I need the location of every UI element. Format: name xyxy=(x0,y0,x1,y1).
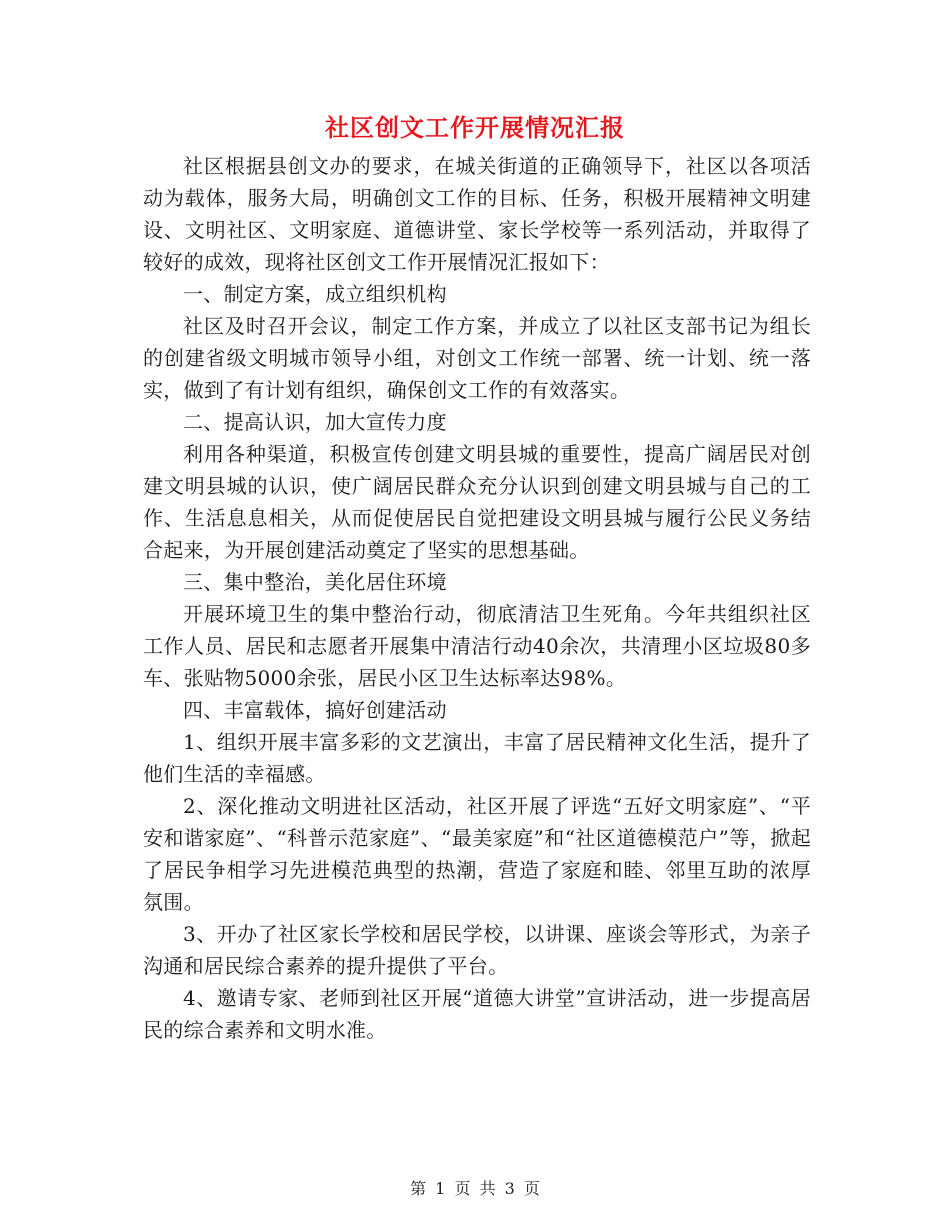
section-paragraph-3: 开展环境卫生的集中整治行动，彻底清洁卫生死角。今年共组织社区工作人员、居民和志愿者开展集中清洁行动40余次，共清理小区垃圾80多车、张贴物5000余张，居民小区卫生达标率达98%。 xyxy=(143,602,811,690)
intro-paragraph: 社区根据县创文办的要求，在城关街道的正确领导下，社区以各项活动为载体，服务大局，明确创文工作的目标、任务，积极开展精神文明建设、文明社区、文明家庭、道德讲堂、家长学校等一系列活动，并取得了较好的成效，现将社区创文工作开展情况汇报如下： xyxy=(143,154,811,274)
list-item-1: 1、组织开展丰富多彩的文艺演出，丰富了居民精神文化生活，提升了他们生活的幸福感。 xyxy=(143,730,811,786)
section-heading-2: 二、提高认识，加大宣传力度 xyxy=(183,410,447,434)
list-item-2: 2、深化推动文明进社区活动，社区开展了评选“五好文明家庭”、“平安和谐家庭”、“科普示范家庭”、“最美家庭”和“社区道德模范户”等，掀起了居民争相学习先进模范典型的热潮，营造了家庭和睦、邻里互助的浓厚氛围。 xyxy=(143,794,811,914)
section-paragraph-1: 社区及时召开会议，制定工作方案，并成立了以社区支部书记为组长的创建省级文明城市领导小组，对创文工作统一部署、统一计划、统一落实，做到了有计划有组织，确保创文工作的有效落实。 xyxy=(143,314,811,402)
list-item-4: 4、邀请专家、老师到社区开展“道德大讲堂”宣讲活动，进一步提高居民的综合素养和文明水准。 xyxy=(143,986,811,1042)
section-paragraph-2: 利用各种渠道，积极宣传创建文明县城的重要性，提高广阔居民对创建文明县城的认识，使广阔居民群众充分认识到创建文明县城与自己的工作、生活息息相关，从而促使居民自觉把建设文明县城与履行公民义务结合起来，为开展创建活动奠定了坚实的思想基础。 xyxy=(143,442,811,562)
section-heading-1: 一、制定方案，成立组织机构 xyxy=(183,282,447,306)
section-heading-4: 四、丰富载体，搞好创建活动 xyxy=(183,698,447,722)
page-footer: 第 1 页 共 3 页 xyxy=(410,1179,540,1198)
document-body xyxy=(143,150,811,1046)
section-heading-3: 三、集中整治，美化居住环境 xyxy=(183,570,447,594)
list-item-3: 3、开办了社区家长学校和居民学校，以讲课、座谈会等形式，为亲子沟通和居民综合素养的提升提供了平台。 xyxy=(143,922,811,978)
document-title: 社区创文工作开展情况汇报 xyxy=(325,113,625,142)
